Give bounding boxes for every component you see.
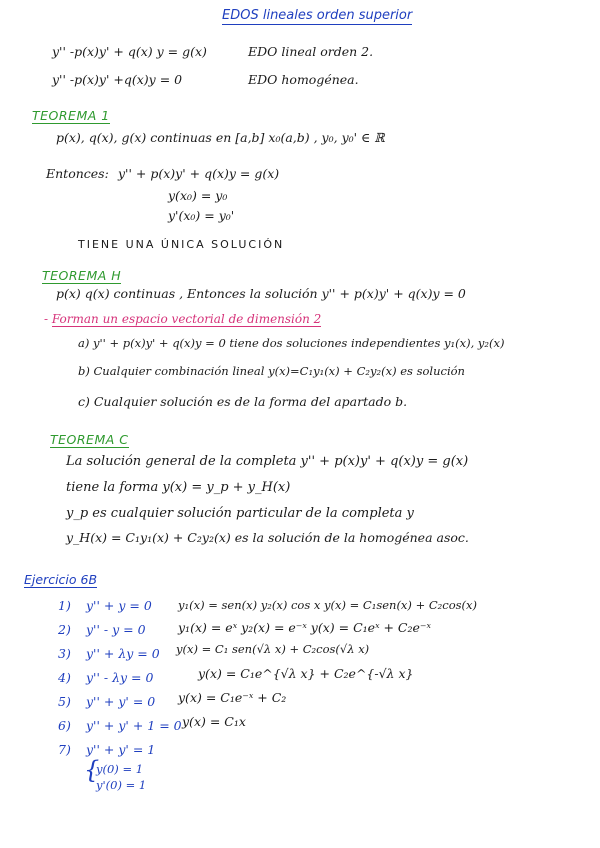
teoremaH-item-a: a) y'' + p(x)y' + q(x)y = 0 tiene dos soluciones independientes y₁(x), y₂(x) (78, 336, 505, 350)
teoremaC-line1: La solución general de la completa y'' + p(x)y' + q(x)y = g(x) (66, 454, 469, 469)
intro-eq1: y'' -p(x)y' + q(x) y = g(x) (52, 44, 207, 59)
teorema1-initial-cond-1: y(x₀) = y₀ (168, 188, 228, 203)
ejercicio-item-number: 6) (58, 718, 71, 733)
ejercicio-item-number: 4) (58, 670, 71, 685)
intro-eq2: y'' -p(x)y' +q(x)y = 0 (52, 72, 183, 87)
teorema1-entonces: Entonces: (46, 166, 109, 181)
intro-eq1-note: EDO lineal orden 2. (248, 44, 374, 59)
ejercicio-item-number: 1) (58, 598, 71, 613)
teorema1-heading: TEOREMA 1 (32, 108, 110, 123)
ejercicio-item-number: 2) (58, 622, 71, 637)
initial-condition-2: y'(0) = 1 (96, 778, 147, 792)
teoremaC-line4: y_H(x) = C₁y₁(x) + C₂y₂(x) es la solución de la homogénea asoc. (66, 530, 469, 545)
ejercicio-item-equation: y'' - λy = 0 (86, 670, 154, 685)
teoremaH-heading: TEOREMA H (42, 268, 122, 283)
teoremaH-statement: p(x) q(x) continuas , Entonces la solución y'' + p(x)y' + q(x)y = 0 (56, 286, 466, 301)
ejercicio-item-equation: y'' + y' = 1 (86, 742, 156, 757)
ejercicio-item-solution: y₁(x) = sen(x) y₂(x) cos x y(x) = C₁sen(x) + C₂cos(x) (178, 598, 477, 612)
teorema1-initial-cond-2: y'(x₀) = y₀' (168, 208, 235, 223)
ejercicio-item-equation: y'' + y' = 0 (86, 694, 156, 709)
conditions-brace: { (84, 756, 100, 784)
teoremaC-heading: TEOREMA C (50, 432, 129, 447)
teorema1-conclusion: TIENE UNA ÚNICA SOLUCIÓN (78, 238, 285, 251)
teoremaC-line2: tiene la forma y(x) = y_p + y_H(x) (66, 480, 291, 495)
ejercicio-item-number: 5) (58, 694, 71, 709)
ejercicio-heading: Ejercicio 6B (24, 572, 98, 587)
ejercicio-item-number: 7) (58, 742, 71, 757)
ejercicio-item-solution: y(x) = C₁x (182, 714, 246, 729)
teoremaH-bullet: - Forman un espacio vectorial de dimensión 2 (44, 312, 322, 326)
teoremaC-line3: y_p es cualquier solución particular de la completa y (66, 506, 414, 521)
ejercicio-item-equation: y'' - y = 0 (86, 622, 146, 637)
teoremaH-item-b: b) Cualquier combinación lineal y(x)=C₁y₁(x) + C₂y₂(x) es solución (78, 364, 465, 378)
ejercicio-item-equation: y'' + λy = 0 (86, 646, 160, 661)
ejercicio-item-solution: y(x) = C₁ sen(√λ x) + C₂cos(√λ x) (176, 642, 370, 656)
teoremaH-item-c: c) Cualquier solución es de la forma del apartado b. (78, 394, 408, 409)
teorema1-hypothesis: p(x), q(x), g(x) continuas en [a,b] x₀(a,b) , y₀, y₀' ∈ ℝ (56, 130, 385, 145)
teoremaH-bullet-text: Forman un espacio vectorial de dimensión 2 (51, 312, 322, 326)
ejercicio-item-number: 3) (58, 646, 71, 661)
page-title: EDOS lineales orden superior (222, 8, 413, 23)
ejercicio-item-solution: y₁(x) = eˣ y₂(x) = e⁻ˣ y(x) = C₁eˣ + C₂e⁻ˣ (178, 620, 431, 635)
ejercicio-item-equation: y'' + y' + 1 = 0 (86, 718, 182, 733)
teorema1-system-eq: y'' + p(x)y' + q(x)y = g(x) (118, 166, 280, 181)
initial-condition-1: y(0) = 1 (96, 762, 144, 776)
ejercicio-item-solution: y(x) = C₁e^{√λ x} + C₂e^{-√λ x} (198, 666, 414, 681)
ejercicio-item-equation: y'' + y = 0 (86, 598, 152, 613)
ejercicio-item-solution: y(x) = C₁e⁻ˣ + C₂ (178, 690, 287, 705)
intro-eq2-note: EDO homogénea. (248, 72, 359, 87)
